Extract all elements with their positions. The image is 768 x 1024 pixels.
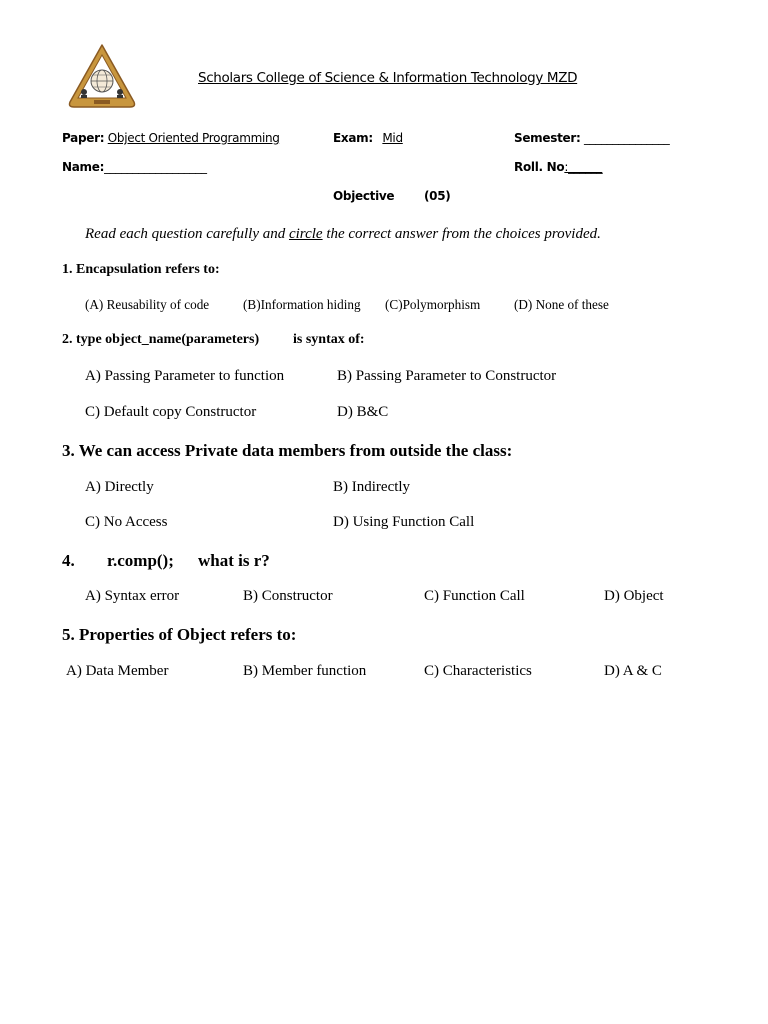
paper-label: Paper: xyxy=(62,131,105,145)
roll-field xyxy=(514,160,602,174)
q3-option-a[interactable]: A) Directly xyxy=(85,479,154,495)
q5-option-c[interactable]: C) Characteristics xyxy=(424,663,532,679)
q1-option-d[interactable]: (D) None of these xyxy=(514,297,609,312)
q3-option-d[interactable]: D) Using Function Call xyxy=(333,514,475,530)
q2-option-b[interactable]: B) Passing Parameter to Constructor xyxy=(337,368,557,384)
paper-value: Object Oriented Programming xyxy=(107,131,280,145)
question-1-text: 1. Encapsulation refers to: xyxy=(62,262,220,277)
q4-option-b[interactable]: B) Constructor xyxy=(243,588,333,604)
q2-option-d[interactable]: D) B&C xyxy=(337,404,389,420)
q4-option-d[interactable]: D) Object xyxy=(604,588,664,604)
exam-value: Mid xyxy=(382,131,403,145)
name-blank: __________________ xyxy=(104,160,207,174)
exam-label: Exam: xyxy=(333,131,373,145)
question-2-text-b: is syntax of: xyxy=(293,332,365,347)
q2-option-a[interactable]: A) Passing Parameter to function xyxy=(85,368,285,384)
instructions xyxy=(85,226,601,243)
college-logo xyxy=(66,42,138,110)
q2-option-c[interactable]: C) Default copy Constructor xyxy=(85,404,257,420)
semester-blank: _______________ xyxy=(583,131,670,145)
semester-label: Semester: xyxy=(514,131,581,145)
q5-option-a[interactable]: A) Data Member xyxy=(66,663,169,679)
college-title: Scholars College of Science & Information Technology MZD xyxy=(198,70,578,86)
question-2-text: 2. type object_name(parameters) xyxy=(62,332,260,347)
roll-label: Roll. No xyxy=(514,160,565,174)
question-3-text: 3. We can access Private data members from outside the class: xyxy=(62,441,513,460)
q4-option-a[interactable]: A) Syntax error xyxy=(85,588,180,604)
roll-blank: :______ xyxy=(564,160,603,174)
q5-option-b[interactable]: B) Member function xyxy=(243,663,367,679)
question-5-text: 5. Properties of Object refers to: xyxy=(62,625,297,644)
semester-field xyxy=(514,131,670,145)
exam-field xyxy=(333,131,403,145)
q3-option-c[interactable]: C) No Access xyxy=(85,514,168,530)
section-marks: (05) xyxy=(424,189,451,203)
question-4-text: what is r? xyxy=(198,551,270,570)
name-label: Name: xyxy=(62,160,105,174)
q1-option-a[interactable]: (A) Reusability of code xyxy=(85,297,210,312)
instructions-text-2: the correct answer from the choices provided. xyxy=(322,226,601,242)
section-title: Objective xyxy=(333,189,395,203)
q1-option-b[interactable]: (B)Information hiding xyxy=(243,297,361,312)
q4-option-c[interactable]: C) Function Call xyxy=(424,588,525,604)
name-field xyxy=(62,160,207,174)
instructions-emphasis: circle xyxy=(288,226,323,242)
q1-option-c[interactable]: (C)Polymorphism xyxy=(385,297,481,312)
instructions-text-1: Read each question carefully and xyxy=(85,226,289,242)
question-4-code: r.comp(); xyxy=(107,551,174,570)
question-4-number: 4. xyxy=(62,551,75,570)
q5-option-d[interactable]: D) A & C xyxy=(604,663,662,679)
q3-option-b[interactable]: B) Indirectly xyxy=(333,479,411,495)
paper-field xyxy=(62,131,280,145)
